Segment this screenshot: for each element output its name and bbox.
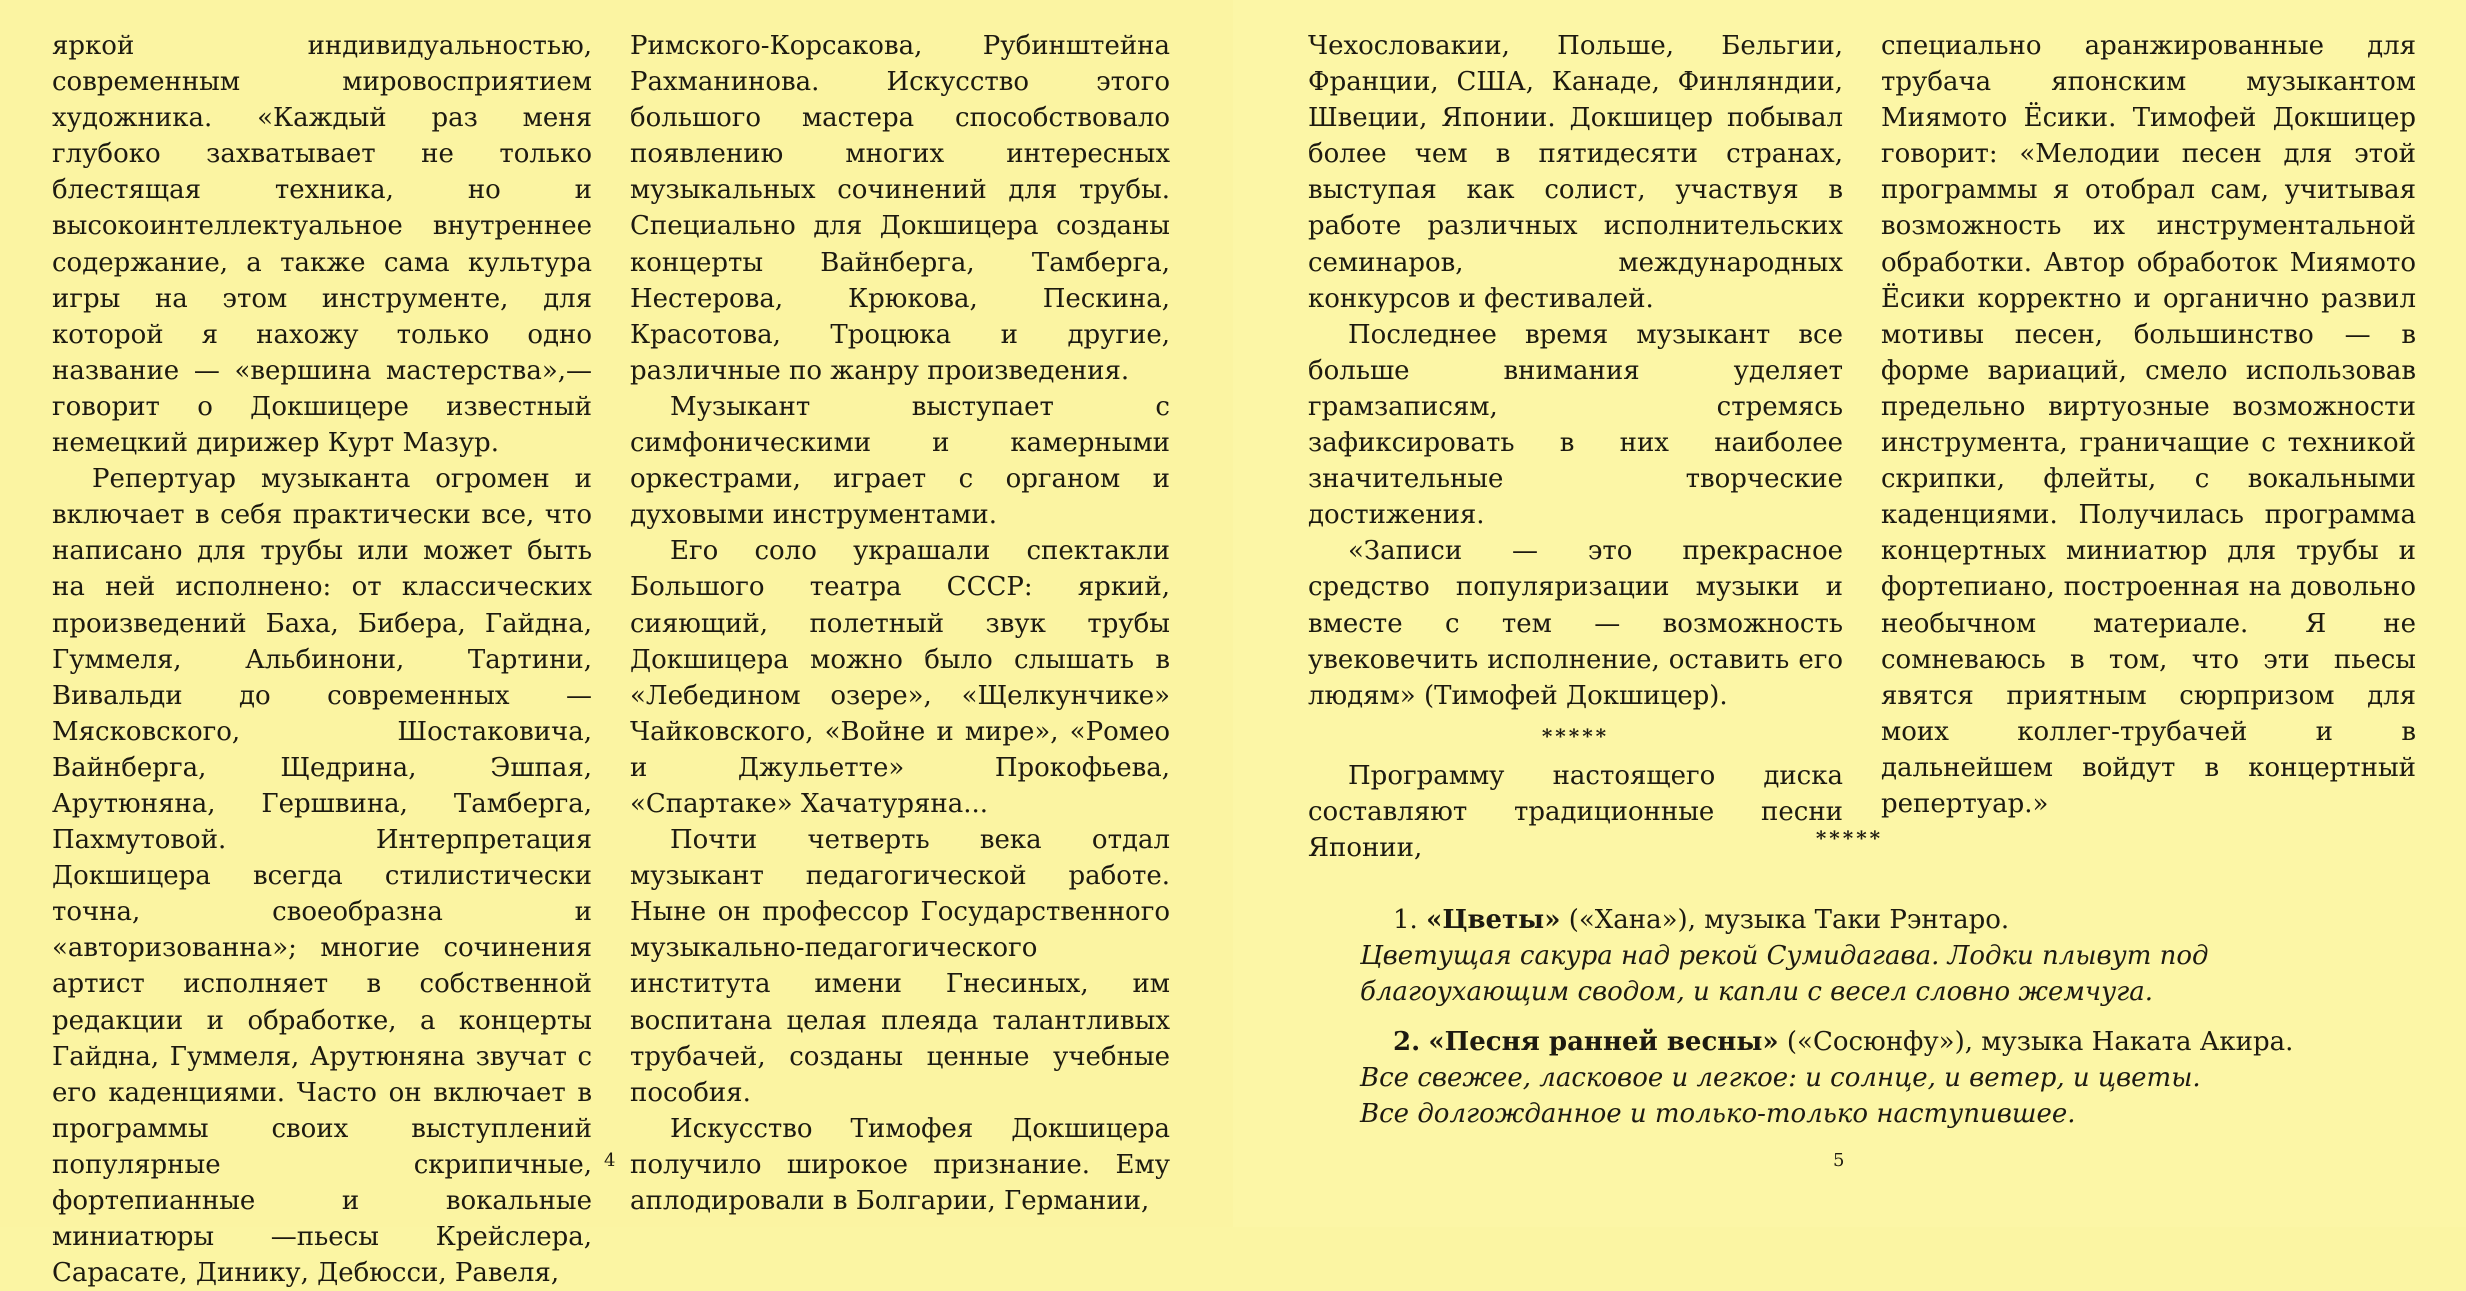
paragraph: Музыкант выступает с симфоническими и камерными оркестрами, играет с органом и духовыми инструментами. (630, 391, 1170, 531)
page-number: 4 (604, 1150, 616, 1171)
track-number: 2. (1393, 1027, 1421, 1057)
track-title: «Песня ранней весны» (1428, 1027, 1779, 1057)
paragraph: Последнее время музыкант все больше внимания уделяет грамзаписям, стремясь зафиксировать в них наиболее значительные творческие достижения. (1308, 319, 1843, 531)
right-page (1233, 0, 2466, 1227)
left-column-1 (52, 28, 592, 1291)
track-credit: («Сосюнфу»), музыка Наката Акира. (1778, 1027, 2294, 1057)
paragraph: Почти четверть века отдал музыкант педагогической работе. Ныне он профессор Государственного музыкально-педагогического института имени Гнесиных, им воспитана целая плеяда талантливых трубачей, созданы ценные учебные пособия. (630, 825, 1170, 1108)
track-credit: («Хана»), музыка Таки Рэнтаро. (1560, 905, 2010, 935)
paragraph: Искусство Тимофея Докшицера получило широкое признание. Ему аплодировали в Болгарии, Германии, (630, 1113, 1170, 1216)
track-description: Все долгожданное и только-только наступившее. (1360, 1099, 2076, 1129)
section-divider: ***** (1541, 723, 1610, 748)
track-description: Все свежее, ласковое и легкое: и солнце, и ветер, и цветы. (1360, 1063, 2201, 1093)
right-column-2 (1881, 28, 2416, 822)
paragraph: Римского-Корсакова, Рубинштейна Рахманинова. Искусство этого большого мастера способствовало появлению многих интересных музыкальных сочинений для трубы. Специально для Докшицера созданы концерты Вайнберга, Тамберга, Нестерова, Крюкова, Пескина, Красотова, Троцюка и другие, различные по жанру произведения. (630, 31, 1170, 386)
paragraph: яркой индивидуальностью, современным мировосприятием художника. «Каждый раз меня глубоко захватывает не только блестящая техника, но и высокоинтеллектуальное внутреннее содержание, а также сама культура игры на этом инструменте, для которой я нахожу только одно название — «вершина мастерства»,— говорит о Докшицере известный немецкий дирижер Курт Мазур. (52, 31, 592, 459)
section-divider: ***** (1815, 826, 1884, 850)
track-number: 1. (1393, 905, 1418, 935)
right-column-1 (1308, 28, 1843, 866)
paragraph: Программу настоящего диска составляют традиционные песни Японии, (1308, 760, 1843, 863)
track-description: Цветущая сакура над рекой Сумидагава. Лодки плывут под благоухающим сводом, и капли с весел словно жемчуга. (1360, 941, 2209, 1007)
paragraph: Чехословакии, Польше, Бельгии, Франции, США, Канаде, Финляндии, Швеции, Японии. Докшицер побывал более чем в пятидесяти странах, выступая как солист, участвуя в работе различных исполнительских семинаров, международных конкурсов и фестивалей. (1308, 31, 1843, 314)
paragraph: Его соло украшали спектакли Большого театра СССР: яркий, сияющий, полетный звук трубы Докшицера можно было слышать в «Лебедином озере», «Щелкунчике» Чайковского, «Войне и мире», «Ромео и Джульетте» Прокофьева, «Спартаке» Хачатуряна... (630, 536, 1170, 819)
track-list (1360, 902, 2410, 1146)
left-page (0, 0, 1233, 1289)
track-item (1360, 902, 2410, 1010)
left-column-2 (630, 28, 1170, 1219)
track-title: «Цветы» (1426, 905, 1561, 935)
paragraph: специально аранжированные для трубача японским музыкантом Миямото Ёсики. Тимофей Докшицер говорит: «Мелодии песен для этой программы я отобрал сам, учитывая возможность их инструментальной обработки. Автор обработок Миямото Ёсики корректно и органично развил мотивы песен, большинство — в форме вариаций, смело использовав предельно виртуозные возможности инструмента, граничащие с техникой скрипки, флейты, с вокальными каденциями. Получилась программа концертных миниатюр для трубы и фортепиано, построенная на довольно необычном материале. Я не сомневаюсь в том, что эти пьесы явятся приятным сюрпризом для моих коллег-трубачей и в дальнейшем войдут в концертный репертуар.» (1881, 31, 2416, 819)
track-item (1360, 1024, 2410, 1132)
paragraph: «Записи — это прекрасное средство популяризации музыки и вместе с тем — возможность увековечить исполнение, оставить его людям» (Тимофей Докшицер). (1308, 536, 1843, 711)
paragraph: Репертуар музыканта огромен и включает в себя практически все, что написано для трубы или может быть на ней исполнено: от классических произведений Баха, Бибера, Гайдна, Гуммеля, Альбинони, Тартини, Вивальди до современных — Мясковского, Шостаковича, Вайнберга, Щедрина, Эшпая, Арутюняна, Гершвина, Тамберга, Пахмутовой. Интерпретация Докшицера всегда стилистически точна, своеобразна и «авторизованна»; многие сочинения артист исполняет в собственной редакции и обработке, а концерты Гайдна, Гуммеля, Арутюняна звучат с его каденциями. Часто он включает в программы своих выступлений популярные скрипичные, фортепианные и вокальные миниатюры —пьесы Крейслера, Сарасате, Динику, Дебюсси, Равеля, (52, 464, 592, 1289)
page-number: 5 (1833, 1150, 1845, 1171)
